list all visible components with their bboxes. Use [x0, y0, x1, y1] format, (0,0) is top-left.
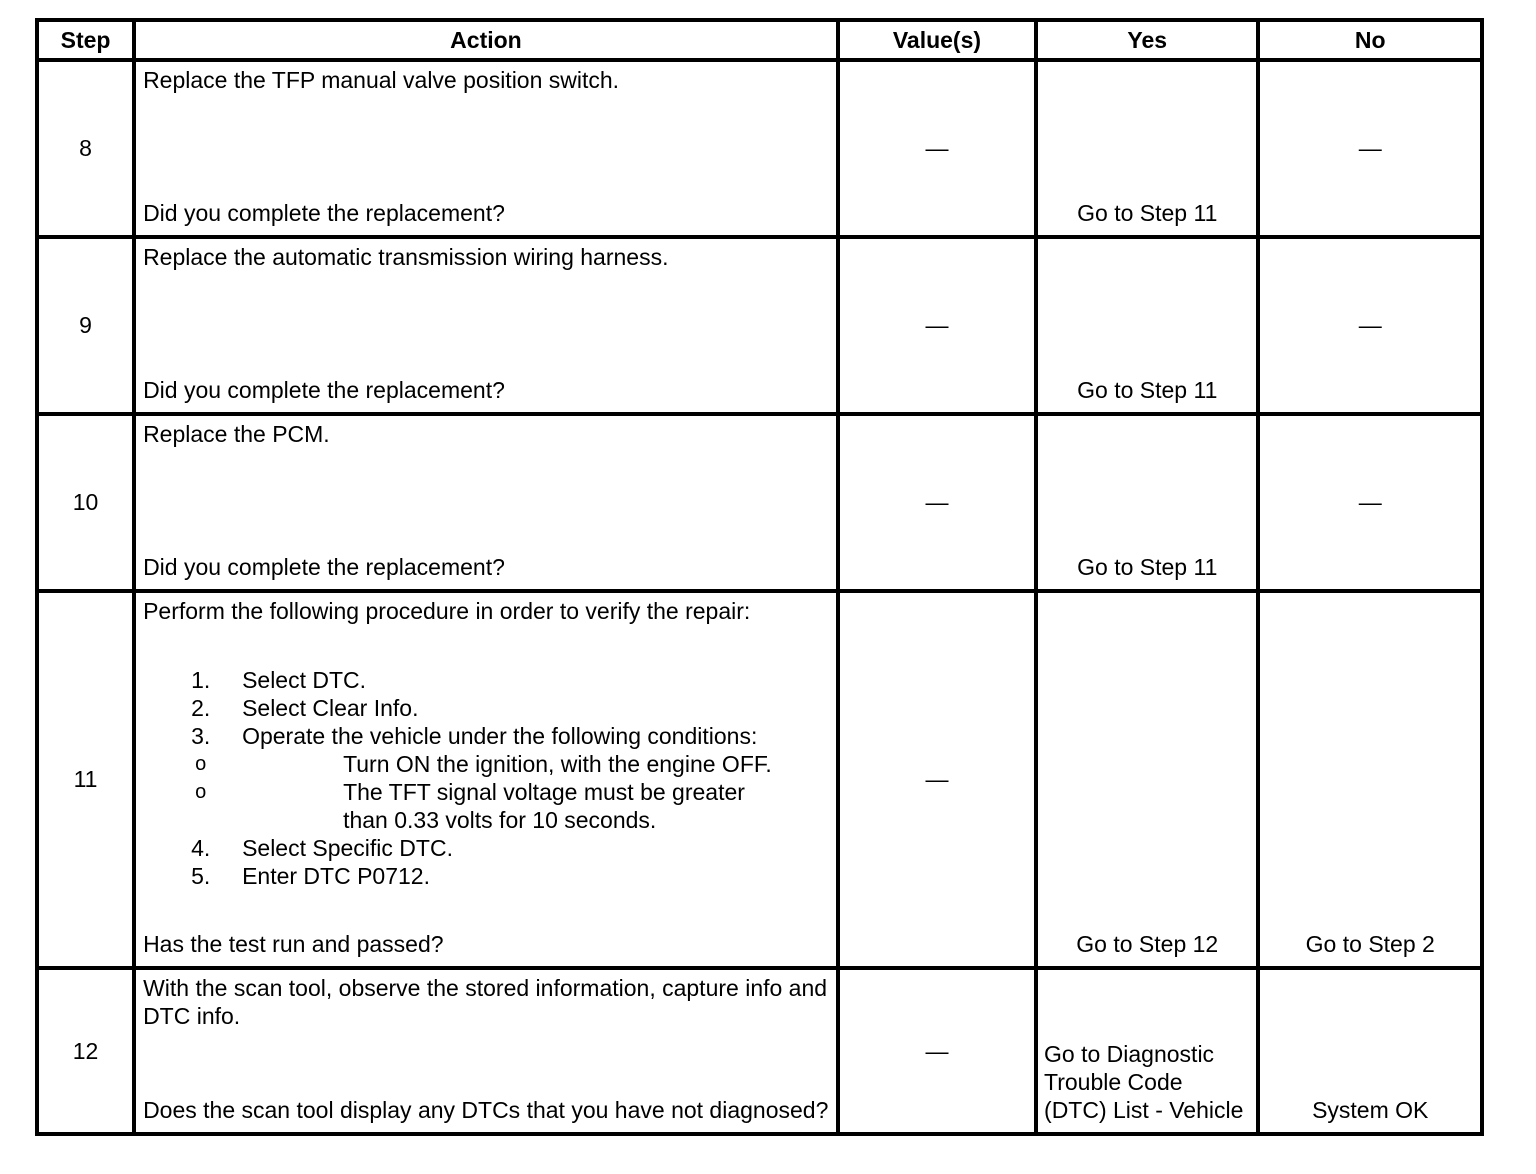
action-cell: [134, 414, 838, 591]
action-text: Replace the PCM.: [143, 421, 330, 447]
action-cell: [134, 591, 838, 968]
list-number: 2.: [191, 694, 211, 721]
step-number: 10: [37, 414, 134, 591]
sub-list-item: [143, 750, 830, 778]
table-row: [37, 968, 1482, 1134]
diagnostic-table: [35, 18, 1484, 1136]
list-text: Select Clear Info.: [242, 694, 419, 721]
action-text: Replace the TFP manual valve position switch.: [143, 67, 620, 93]
list-number: 3.: [191, 722, 211, 749]
yes-cell: [1036, 414, 1258, 591]
list-item: [143, 722, 830, 834]
list-number: 4.: [191, 834, 211, 861]
value-cell: —: [838, 60, 1036, 237]
header-step: Step: [37, 20, 134, 60]
action-question: Did you complete the replacement?: [143, 200, 505, 226]
action-text: With the scan tool, observe the stored information, capture info and DTC info.: [143, 975, 828, 1029]
table-row: [37, 591, 1482, 968]
value-cell: —: [838, 591, 1036, 968]
yes-link: Go to Step 11: [1077, 554, 1218, 580]
step-number: 11: [37, 591, 134, 968]
no-cell: —: [1258, 60, 1482, 237]
condition-list: [143, 750, 830, 834]
list-item: [143, 666, 830, 694]
table-row: [37, 60, 1482, 237]
yes-link: Go to Step 12: [1076, 931, 1219, 957]
action-question: Does the scan tool display any DTCs that you have not diagnosed?: [143, 1097, 829, 1123]
table-row: [37, 414, 1482, 591]
value-cell: —: [838, 414, 1036, 591]
bullet-icon: o: [195, 780, 207, 803]
header-yes: Yes: [1036, 20, 1258, 60]
yes-link: Go to Diagnostic Trouble Code (DTC) List - Vehicle: [1044, 1041, 1244, 1123]
yes-cell: [1036, 60, 1258, 237]
action-question: Did you complete the replacement?: [143, 377, 505, 403]
no-cell: [1258, 591, 1482, 968]
list-text: Select DTC.: [242, 666, 367, 693]
header-no: No: [1258, 20, 1482, 60]
step-number: 12: [37, 968, 134, 1134]
yes-cell: [1036, 237, 1258, 414]
header-values: Value(s): [838, 20, 1036, 60]
list-number: 1.: [191, 666, 211, 693]
list-number: 5.: [191, 862, 211, 889]
no-link: Go to Step 2: [1305, 931, 1435, 957]
bullet-icon: o: [195, 752, 207, 775]
action-question: Has the test run and passed?: [143, 931, 444, 957]
list-item: [143, 694, 830, 722]
no-cell: [1258, 968, 1482, 1134]
action-text: Perform the following procedure in order to verify the repair:: [143, 598, 751, 624]
list-item: [143, 862, 830, 890]
sub-list-item: [143, 778, 830, 834]
sub-list-text: The TFT signal voltage must be greater than 0.33 volts for 10 seconds.: [343, 778, 745, 833]
no-cell: —: [1258, 414, 1482, 591]
list-item: [143, 834, 830, 862]
header-row: [37, 20, 1482, 60]
value-cell: —: [838, 237, 1036, 414]
yes-cell: [1036, 968, 1258, 1134]
list-text: Enter DTC P0712.: [242, 862, 430, 889]
action-cell: [134, 237, 838, 414]
value-cell: —: [838, 968, 1036, 1134]
yes-link: Go to Step 11: [1077, 200, 1218, 226]
no-cell: —: [1258, 237, 1482, 414]
action-cell: [134, 968, 838, 1134]
yes-cell: [1036, 591, 1258, 968]
yes-link: Go to Step 11: [1077, 377, 1218, 403]
step-number: 9: [37, 237, 134, 414]
action-cell: [134, 60, 838, 237]
step-number: 8: [37, 60, 134, 237]
list-text: Select Specific DTC.: [242, 834, 453, 861]
procedure-list: [143, 666, 830, 890]
action-question: Did you complete the replacement?: [143, 554, 505, 580]
list-text: Operate the vehicle under the following conditions:: [242, 722, 758, 749]
header-action: Action: [134, 20, 838, 60]
sub-list-text: Turn ON the ignition, with the engine OFF.: [343, 750, 772, 777]
table-row: [37, 237, 1482, 414]
no-link: System OK: [1312, 1097, 1429, 1123]
action-text: Replace the automatic transmission wiring harness.: [143, 244, 669, 270]
